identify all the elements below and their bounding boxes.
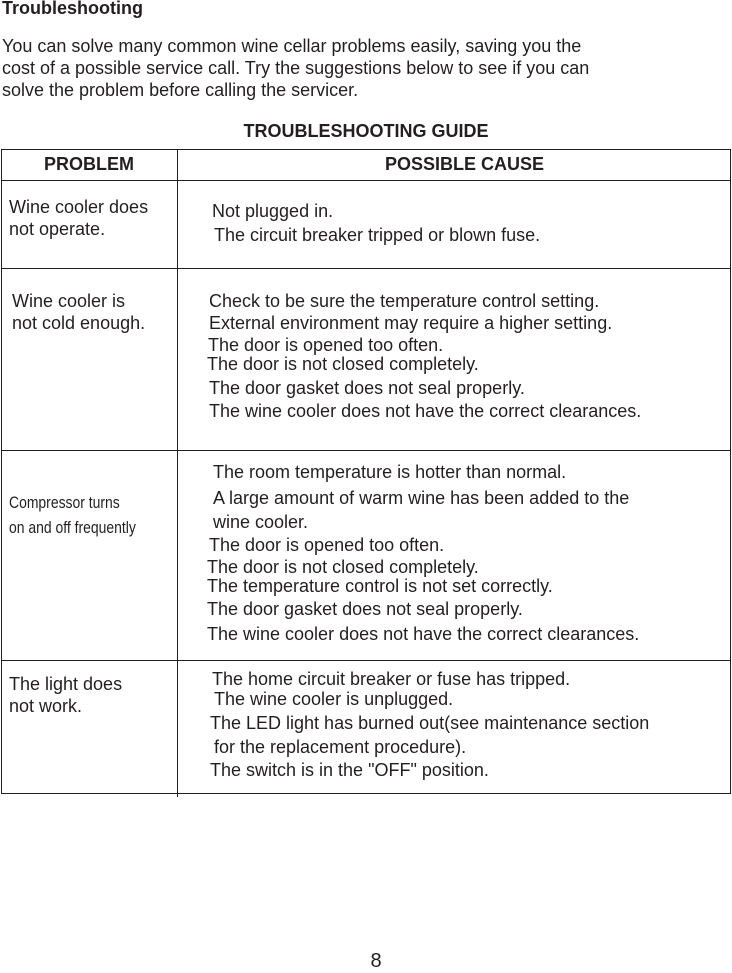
row-divider — [1, 180, 731, 181]
problem-line: not operate. — [9, 219, 106, 239]
cause-line: A large amount of warm wine has been added to the — [213, 488, 630, 508]
problem-cell — [9, 196, 148, 240]
cause-line: The temperature control is not set correctly. — [207, 576, 553, 596]
header-possible-cause: POSSIBLE CAUSE — [385, 154, 545, 174]
intro-paragraph — [2, 35, 589, 101]
cause-line: The wine cooler does not have the correct clearances. — [207, 624, 640, 644]
page-number: 8 — [370, 950, 382, 972]
cause-line: The room temperature is hotter than normal. — [213, 462, 567, 482]
cause-line: The door is opened too often. — [209, 535, 445, 555]
cause-line: The wine cooler is unplugged. — [214, 689, 454, 709]
cause-line: The door is not closed completely. — [207, 557, 479, 577]
problem-line: Compressor turns — [9, 493, 120, 512]
problem-line: not work. — [9, 696, 83, 716]
column-divider — [177, 149, 178, 797]
cause-line: The home circuit breaker or fuse has tripped. — [212, 669, 571, 689]
cause-line: for the replacement procedure). — [214, 737, 467, 757]
cause-line: Not plugged in. — [212, 201, 334, 221]
problem-line: on and off frequently — [9, 518, 136, 537]
row-divider — [1, 268, 731, 269]
table-border-left — [1, 149, 2, 794]
cause-line: The switch is in the "OFF" position. — [210, 760, 489, 780]
cause-line: The circuit breaker tripped or blown fuse. — [214, 225, 541, 245]
problem-cell — [9, 673, 122, 717]
problem-cell — [9, 490, 136, 540]
problem-cell — [12, 290, 145, 334]
cause-line: Check to be sure the temperature control setting. — [209, 291, 600, 311]
intro-line: You can solve many common wine cellar problems easily, saving you the — [2, 36, 582, 56]
problem-line: Wine cooler does — [9, 197, 149, 217]
cause-line: The door is not closed completely. — [207, 354, 479, 374]
cause-line: wine cooler. — [213, 512, 309, 532]
cause-line: External environment may require a higher setting. — [209, 313, 613, 333]
row-divider — [1, 450, 731, 451]
header-problem: PROBLEM — [44, 154, 134, 174]
cause-line: The wine cooler does not have the correct clearances. — [209, 401, 642, 421]
intro-line: cost of a possible service call. Try the suggestions below to see if you can — [2, 58, 590, 78]
table-border-right — [730, 149, 731, 794]
table-border-top — [1, 149, 731, 150]
cause-line: The door is opened too often. — [208, 335, 444, 355]
cause-line: The LED light has burned out(see maintenance section — [210, 713, 650, 733]
problem-line: Wine cooler is — [12, 291, 126, 311]
cause-line: The door gasket does not seal properly. — [207, 599, 523, 619]
table-border-bottom — [1, 793, 731, 794]
problem-line: The light does — [9, 674, 123, 694]
intro-line: solve the problem before calling the servicer. — [2, 80, 359, 100]
problem-line: not cold enough. — [12, 313, 146, 333]
guide-title: TROUBLESHOOTING GUIDE — [243, 121, 489, 141]
cause-line: The door gasket does not seal properly. — [209, 378, 525, 398]
page-heading: Troubleshooting — [2, 0, 143, 18]
row-divider — [1, 660, 731, 661]
